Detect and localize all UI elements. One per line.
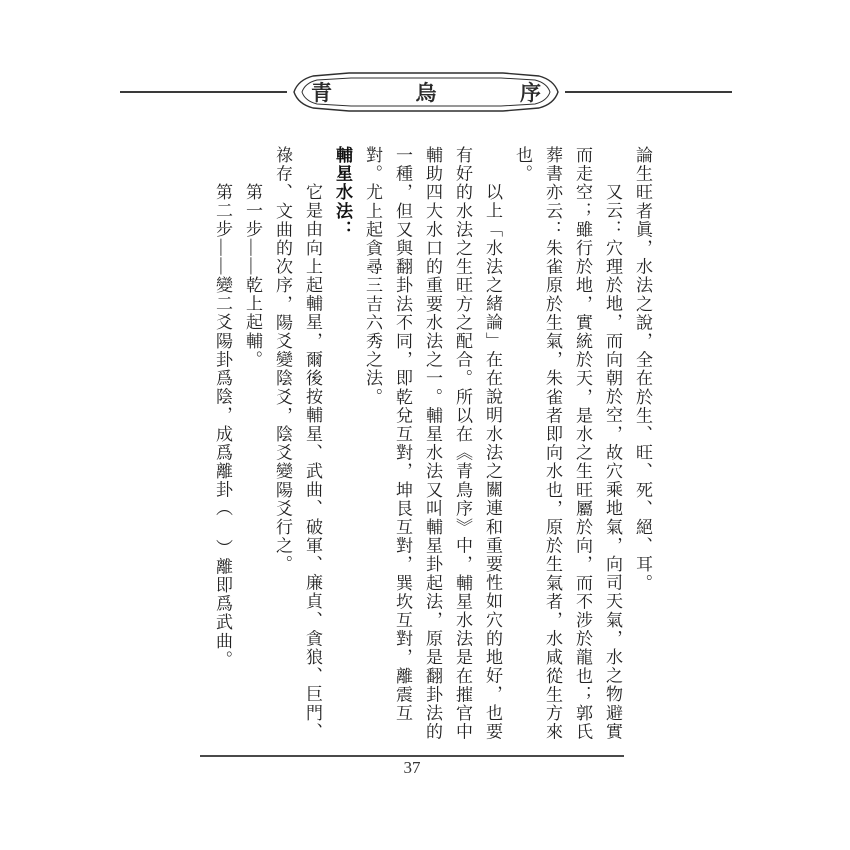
text-column: 輔助四大水口的重要水法之一。輔星水法又叫輔星卦起法，原是翻卦法的 [423, 146, 442, 742]
text-column: 對。尤上起貪尋三吉六秀之法。 [363, 146, 382, 407]
page-header [120, 70, 732, 114]
header-rule-left [120, 91, 287, 93]
text-columns [207, 146, 657, 750]
text-column: 第一步——乾上起輔。 [243, 183, 262, 370]
li-trigram-icon [216, 520, 235, 537]
text-column: 葬書亦云：朱雀原於生氣，朱雀者即向水也，原於生氣者，水咸從生方來 [543, 146, 562, 742]
text-column: 它是由向上起輔星，爾後按輔星、武曲、破軍、廉貞、貪狼、巨門、 [303, 183, 322, 742]
text-column: 也。 [513, 146, 532, 184]
title-cartouche [287, 70, 565, 114]
text-column: 祿存、文曲的次序，陽爻變陰爻，陰爻變陽爻行之。 [273, 146, 292, 574]
page-number: 37 [403, 758, 421, 777]
text-column: 第二步——變二爻陽卦爲陰，成爲離卦（ ）離即爲武曲。 [207, 146, 237, 787]
title-char-3: 序 [520, 81, 541, 105]
text-column: 又云：穴理於地，而向朝於空，故穴乘地氣，向司天氣，水之物避實 [603, 183, 622, 742]
text-column: 有好的水法之生旺方之配合。所以在《青鳥序》中，輔星水法是在摧官中 [453, 146, 472, 742]
page-footer [200, 755, 624, 778]
text-column: 一種，但又與翻卦法不同，即乾兌互對，坤艮互對，巽坎互對，離震互 [393, 146, 412, 723]
text-column: 而走空；雖行於地，實統於天，是水之生旺屬於向，而不涉於龍也；郭氏 [573, 146, 592, 742]
page-title [287, 70, 565, 114]
title-char-1: 青 [311, 81, 332, 105]
title-char-2: 烏 [415, 81, 437, 105]
text-column: 以上「水法之緒論」在在說明水法之關連和重要性如穴的地好，也要 [483, 183, 502, 742]
header-rule-right [565, 91, 732, 93]
text-column: 論生旺者眞，水法之說，全在於生、旺、死、絕、耳。 [633, 146, 652, 593]
section-heading-column: 輔星水法： [333, 146, 352, 239]
